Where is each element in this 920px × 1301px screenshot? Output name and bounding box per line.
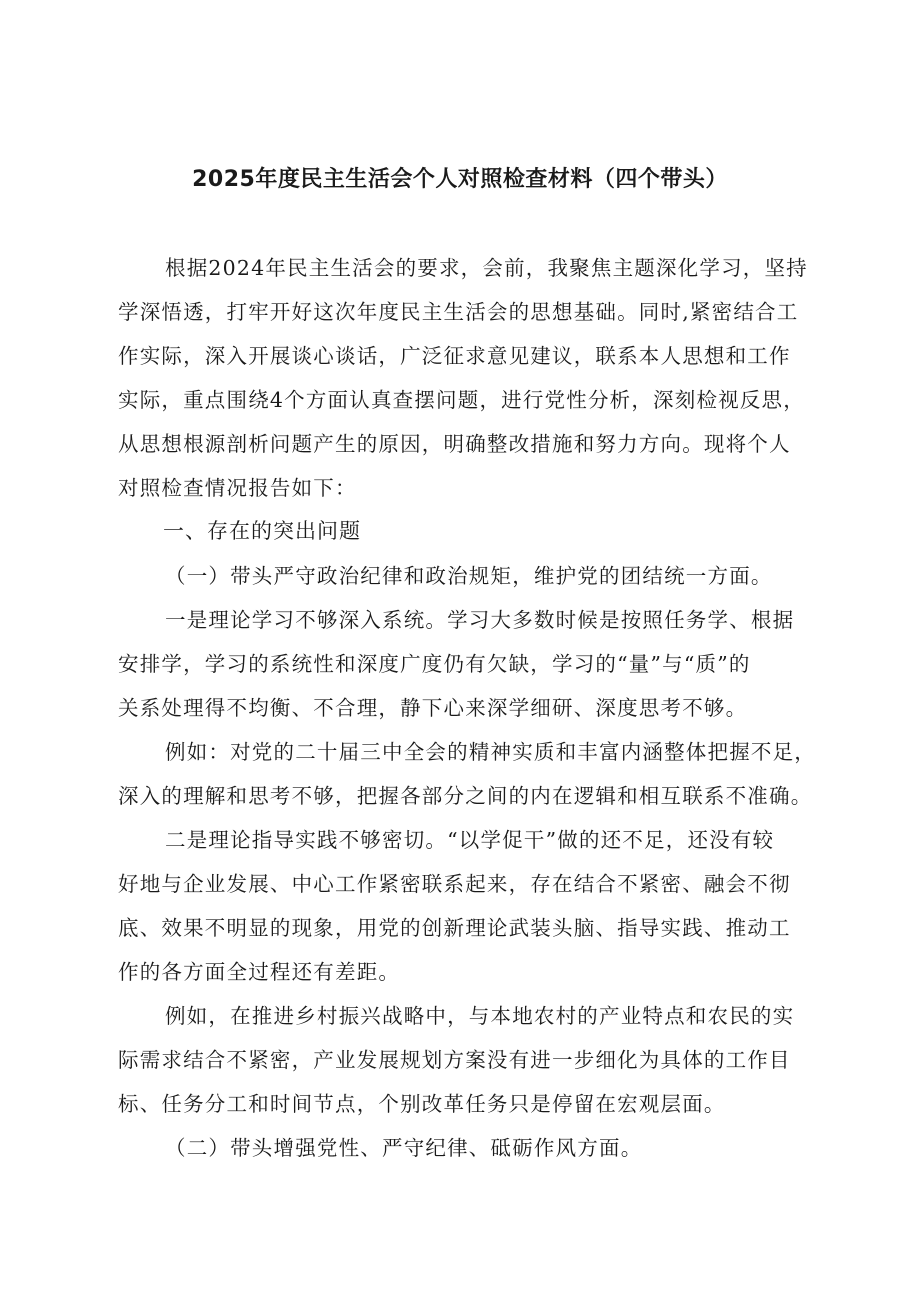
point-1-line-3: 关系处理得不均衡、不合理，静下心来深学细研、深度思考不够。 <box>118 696 748 720</box>
point-2-line-2: 好地与企业发展、中心工作紧密联系起来，存在结合不紧密、融会不彻 <box>118 872 791 896</box>
subsection-2-heading: （二）带头增强党性、严守纪律、砥砺作风方面。 <box>165 1136 643 1160</box>
example-2-line-1: 例如，在推进乡村振兴战略中，与本地农村的产业特点和农民的实 <box>165 1004 795 1028</box>
example-2-line-3: 标、任务分工和时间节点，个别改革任务只是停留在宏观层面。 <box>118 1092 726 1116</box>
intro-line-2: 学深悟透，打牢开好这次年度民主生活会的思想基础。同时,紧密结合工 <box>118 300 799 324</box>
point-1-line-2: 安排学，学习的系统性和深度广度仍有欠缺，学习的“量”与“质”的 <box>118 652 751 676</box>
point-2-line-1: 二是理论指导实践不够密切。“以学促干”做的还不足，还没有较 <box>165 828 775 852</box>
section-1-heading: 一、存在的突出问题 <box>163 519 361 543</box>
intro-line-1: 根据2024年民主生活会的要求，会前，我聚焦主题深化学习，坚持 <box>165 256 808 280</box>
intro-line-3: 作实际，深入开展谈心谈话，广泛征求意见建议，联系本人思想和工作 <box>118 344 791 368</box>
example-1-line-1: 例如：对党的二十届三中全会的精神实质和丰富内涵整体把握不足， <box>165 740 816 764</box>
point-2-line-4: 作的各方面全过程还有差距。 <box>118 960 401 984</box>
example-1-line-2: 深入的理解和思考不够，把握各部分之间的内在逻辑和相互联系不准确。 <box>118 784 813 808</box>
intro-line-5: 从思想根源剖析问题产生的原因，明确整改措施和努力方向。现将个人 <box>118 432 791 456</box>
example-2-line-2: 际需求结合不紧密，产业发展规划方案没有进一步细化为具体的工作目 <box>118 1048 791 1072</box>
point-2-line-3: 底、效果不明显的现象，用党的创新理论武装头脑、指导实践、推动工 <box>118 916 791 940</box>
intro-line-4: 实际，重点围绕4个方面认真查摆问题，进行党性分析，深刻检视反思， <box>118 388 805 412</box>
subsection-1-heading: （一）带头严守政治纪律和政治规矩，维护党的团结统一方面。 <box>165 564 773 588</box>
document-title: 2025年度民主生活会个人对照检查材料（四个带头） <box>192 167 728 192</box>
point-1-line-1: 一是理论学习不够深入系统。学习大多数时候是按照任务学、根据 <box>165 608 795 632</box>
intro-line-6: 对照检查情况报告如下： <box>118 476 357 500</box>
